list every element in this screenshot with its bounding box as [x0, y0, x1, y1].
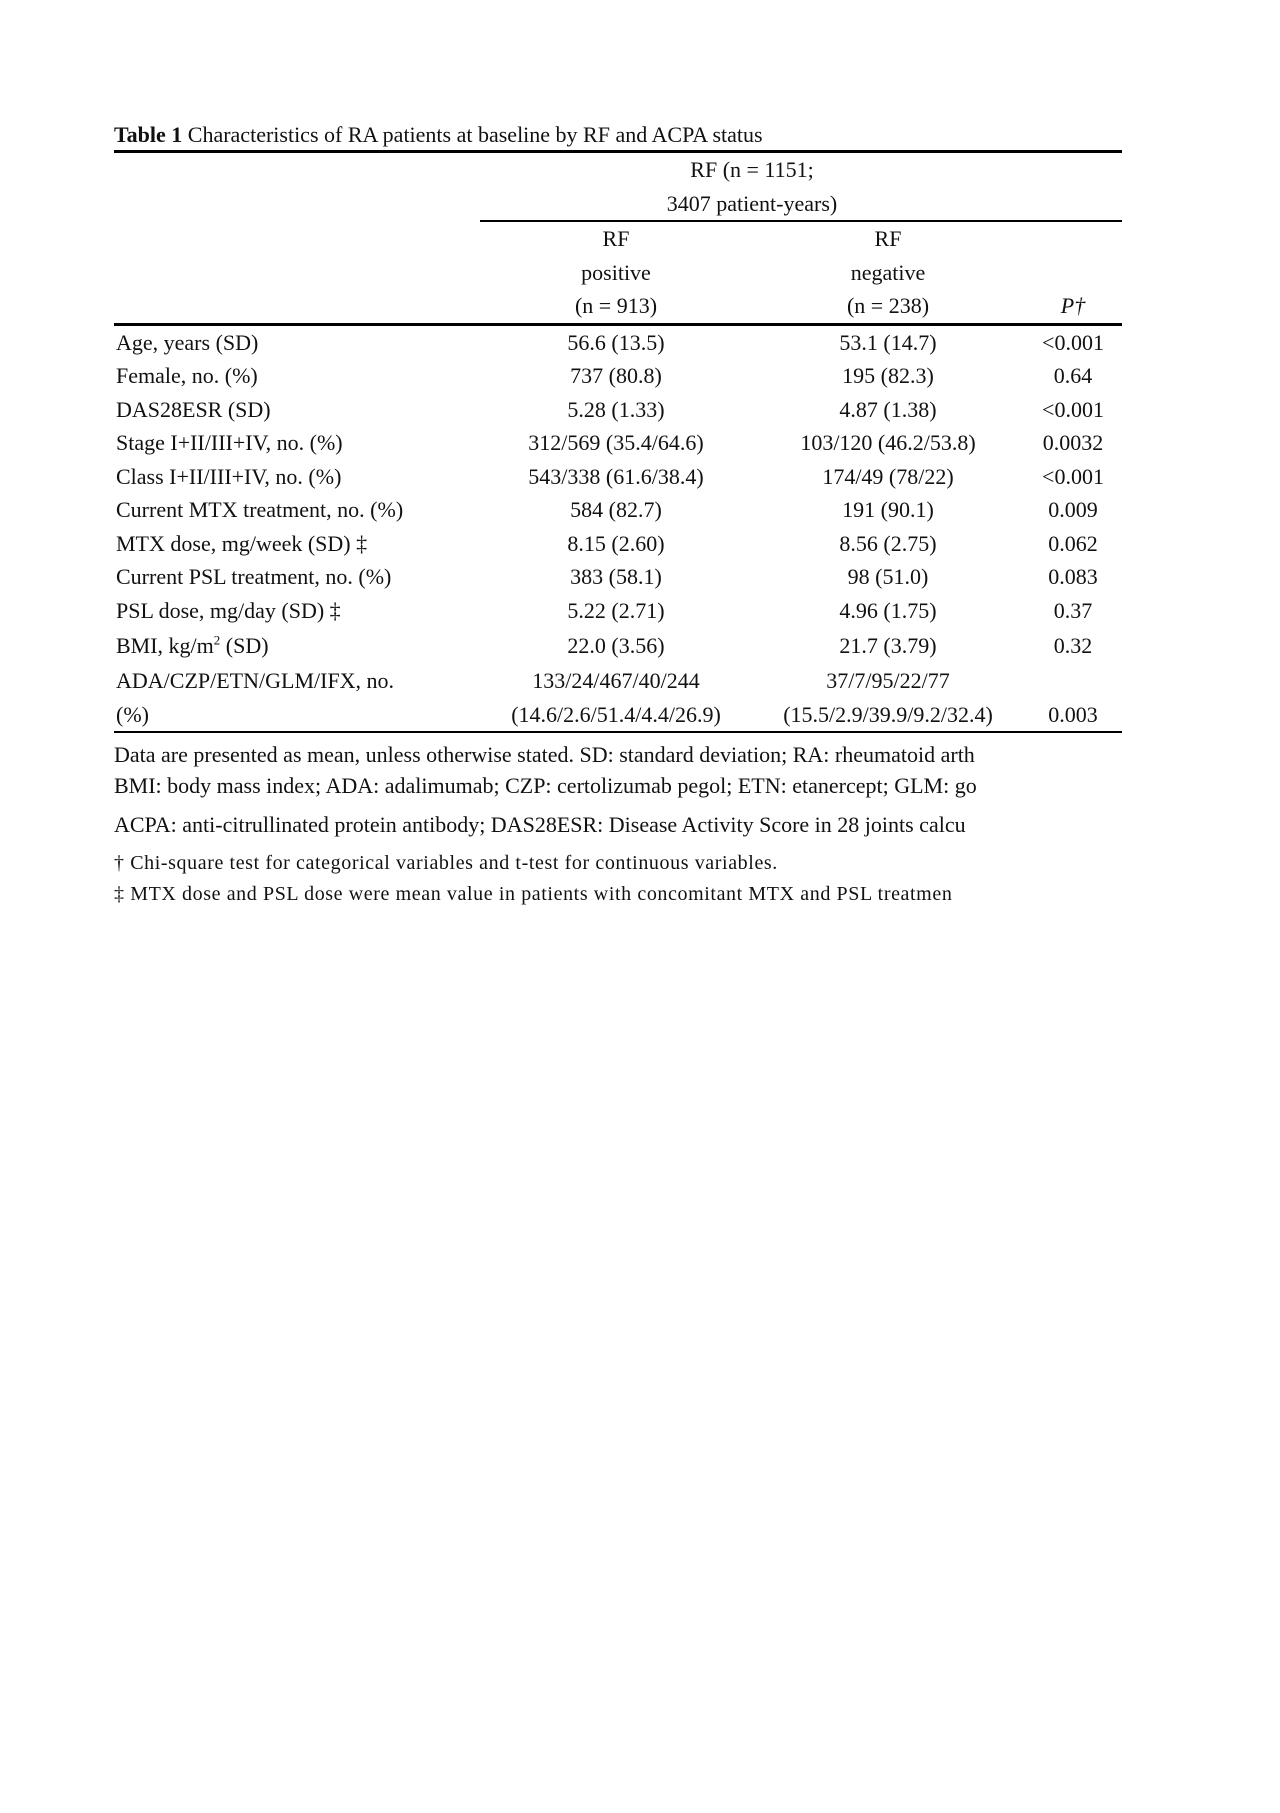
header-row-group-1: [114, 152, 1122, 187]
cell-rf-positive: (14.6/2.6/51.4/4.4/26.9): [480, 698, 752, 733]
cell-rf-positive: 8.15 (2.60): [567, 530, 665, 556]
cell-rf-positive: 312/569 (35.4/64.6): [528, 430, 704, 455]
col-rf-positive-line1: RF: [602, 226, 630, 251]
characteristics-table: [114, 150, 1122, 733]
col-rf-negative-line2: negative: [850, 259, 926, 285]
col-rf-negative-line1: RF: [874, 226, 902, 251]
row-label: ADA/CZP/ETN/GLM/IFX, no.: [116, 668, 395, 693]
cell-p-value: 0.64: [1053, 363, 1093, 388]
cell-rf-negative: 195 (82.3): [842, 363, 934, 388]
cell-rf-negative: 191 (90.1): [842, 497, 934, 522]
table-row: [114, 627, 1122, 664]
footnote-abbreviations-2: BMI: body mass index; ADA: adalimumab; CZP: certolizumab pegol; ETN: etanercept; GLM: go: [114, 773, 977, 798]
table-row: [114, 493, 1122, 527]
cell-rf-negative: 8.56 (2.75): [839, 530, 937, 556]
cell-rf-negative: 98 (51.0): [847, 564, 929, 589]
row-label: Female, no. (%): [116, 363, 258, 388]
cell-rf-negative: 103/120 (46.2/53.8): [800, 430, 976, 455]
cell-rf-positive: 56.6 (13.5): [567, 329, 665, 355]
group-header-line2: 3407 patient-years): [666, 190, 838, 216]
table-row: [114, 560, 1122, 594]
cell-p-value: 0.009: [1048, 497, 1098, 522]
table-body: [114, 324, 1122, 664]
table-footnotes: [114, 739, 1122, 910]
header-row-col-1: [114, 221, 1122, 256]
header-row-col-3: [114, 289, 1122, 324]
row-label: Class I+II/III+IV, no. (%): [116, 463, 342, 489]
table-row: [114, 527, 1122, 561]
cell-p-value: 0.0032: [1042, 430, 1104, 455]
cell-rf-positive: 133/24/467/40/244: [532, 668, 700, 693]
cell-p-value: 0.37: [1053, 597, 1093, 623]
footnote-abbreviations-3: ACPA: anti-citrullinated protein antibody; DAS28ESR: Disease Activity Score in 28 joints calcu: [114, 812, 966, 837]
cell-rf-positive: 543/338 (61.6/38.4): [528, 463, 704, 489]
header-row-col-2: [114, 256, 1122, 290]
cell-rf-positive: 5.28 (1.33): [567, 396, 665, 422]
table-row: [114, 594, 1122, 628]
cell-rf-negative: 53.1 (14.7): [839, 329, 937, 355]
cell-rf-negative: 4.87 (1.38): [839, 396, 937, 422]
cell-rf-positive: 584 (82.7): [570, 497, 662, 522]
row-label-suffix: (SD): [220, 632, 269, 658]
cell-p-value: <0.001: [1042, 329, 1104, 355]
header-row-group-2: [114, 187, 1122, 222]
footnote-abbreviations-1: Data are presented as mean, unless otherwise stated. SD: standard deviation; RA: rheumatoid arth: [114, 742, 975, 767]
col-rf-positive-n: (n = 913): [480, 289, 752, 324]
cell-rf-negative: 4.96 (1.75): [839, 597, 937, 623]
table-row: [114, 426, 1122, 460]
cell-rf-negative: 174/49 (78/22): [822, 463, 954, 489]
footnote-double-dagger: ‡ MTX dose and PSL dose were mean value in patients with concomitant MTX and PSL treatmen: [114, 883, 953, 905]
cell-rf-negative: 37/7/95/22/77: [826, 668, 950, 693]
cell-rf-negative: 21.7 (3.79): [839, 632, 937, 658]
cell-rf-positive: 5.22 (2.71): [567, 597, 665, 623]
row-label: Current PSL treatment, no. (%): [116, 564, 392, 589]
footnote-dagger: † Chi-square test for categorical variables and t-test for continuous variables.: [114, 852, 778, 874]
row-label-superscript: 2: [213, 632, 221, 648]
table-row: [114, 460, 1122, 494]
row-label: Age, years (SD): [116, 329, 259, 355]
document: [114, 120, 1122, 910]
cell-rf-positive: 383 (58.1): [570, 564, 662, 589]
row-label: Stage I+II/III+IV, no. (%): [116, 430, 343, 455]
table-row-biologics-line1: [114, 664, 1122, 698]
row-label: Current MTX treatment, no. (%): [116, 497, 404, 522]
table-row: [114, 393, 1122, 427]
group-header-line1: RF (n = 1151;: [480, 152, 1024, 187]
cell-p-value: 0.003: [1024, 698, 1122, 733]
row-label: DAS28ESR (SD): [116, 396, 271, 422]
row-label: PSL dose, mg/day (SD) ‡: [116, 597, 341, 623]
col-p-value: P†: [1024, 289, 1122, 324]
cell-p-value: <0.001: [1042, 463, 1104, 489]
table-row: [114, 324, 1122, 359]
row-label-text: BMI, kg/m: [116, 632, 214, 658]
cell-rf-positive: 737 (80.8): [570, 363, 662, 388]
cell-rf-negative: (15.5/2.9/39.9/9.2/32.4): [752, 698, 1024, 733]
cell-p-value: <0.001: [1042, 396, 1104, 422]
table-title: Characteristics of RA patients at baseline by RF and ACPA status: [182, 122, 763, 147]
cell-p-value: 0.083: [1048, 564, 1098, 589]
row-label: [114, 627, 480, 664]
table-caption: [114, 120, 1122, 150]
cell-p-value: 0.062: [1048, 530, 1098, 556]
row-label: MTX dose, mg/week (SD) ‡: [116, 530, 368, 556]
table-row: [114, 359, 1122, 393]
row-label: (%): [114, 698, 480, 733]
table-label: Table 1: [114, 122, 183, 147]
col-rf-negative-n: (n = 238): [752, 289, 1024, 324]
col-rf-positive-line2: positive: [581, 259, 651, 285]
table-row-biologics-line2: [114, 698, 1122, 733]
cell-rf-positive: 22.0 (3.56): [567, 632, 665, 658]
cell-p-value: 0.32: [1053, 632, 1093, 658]
